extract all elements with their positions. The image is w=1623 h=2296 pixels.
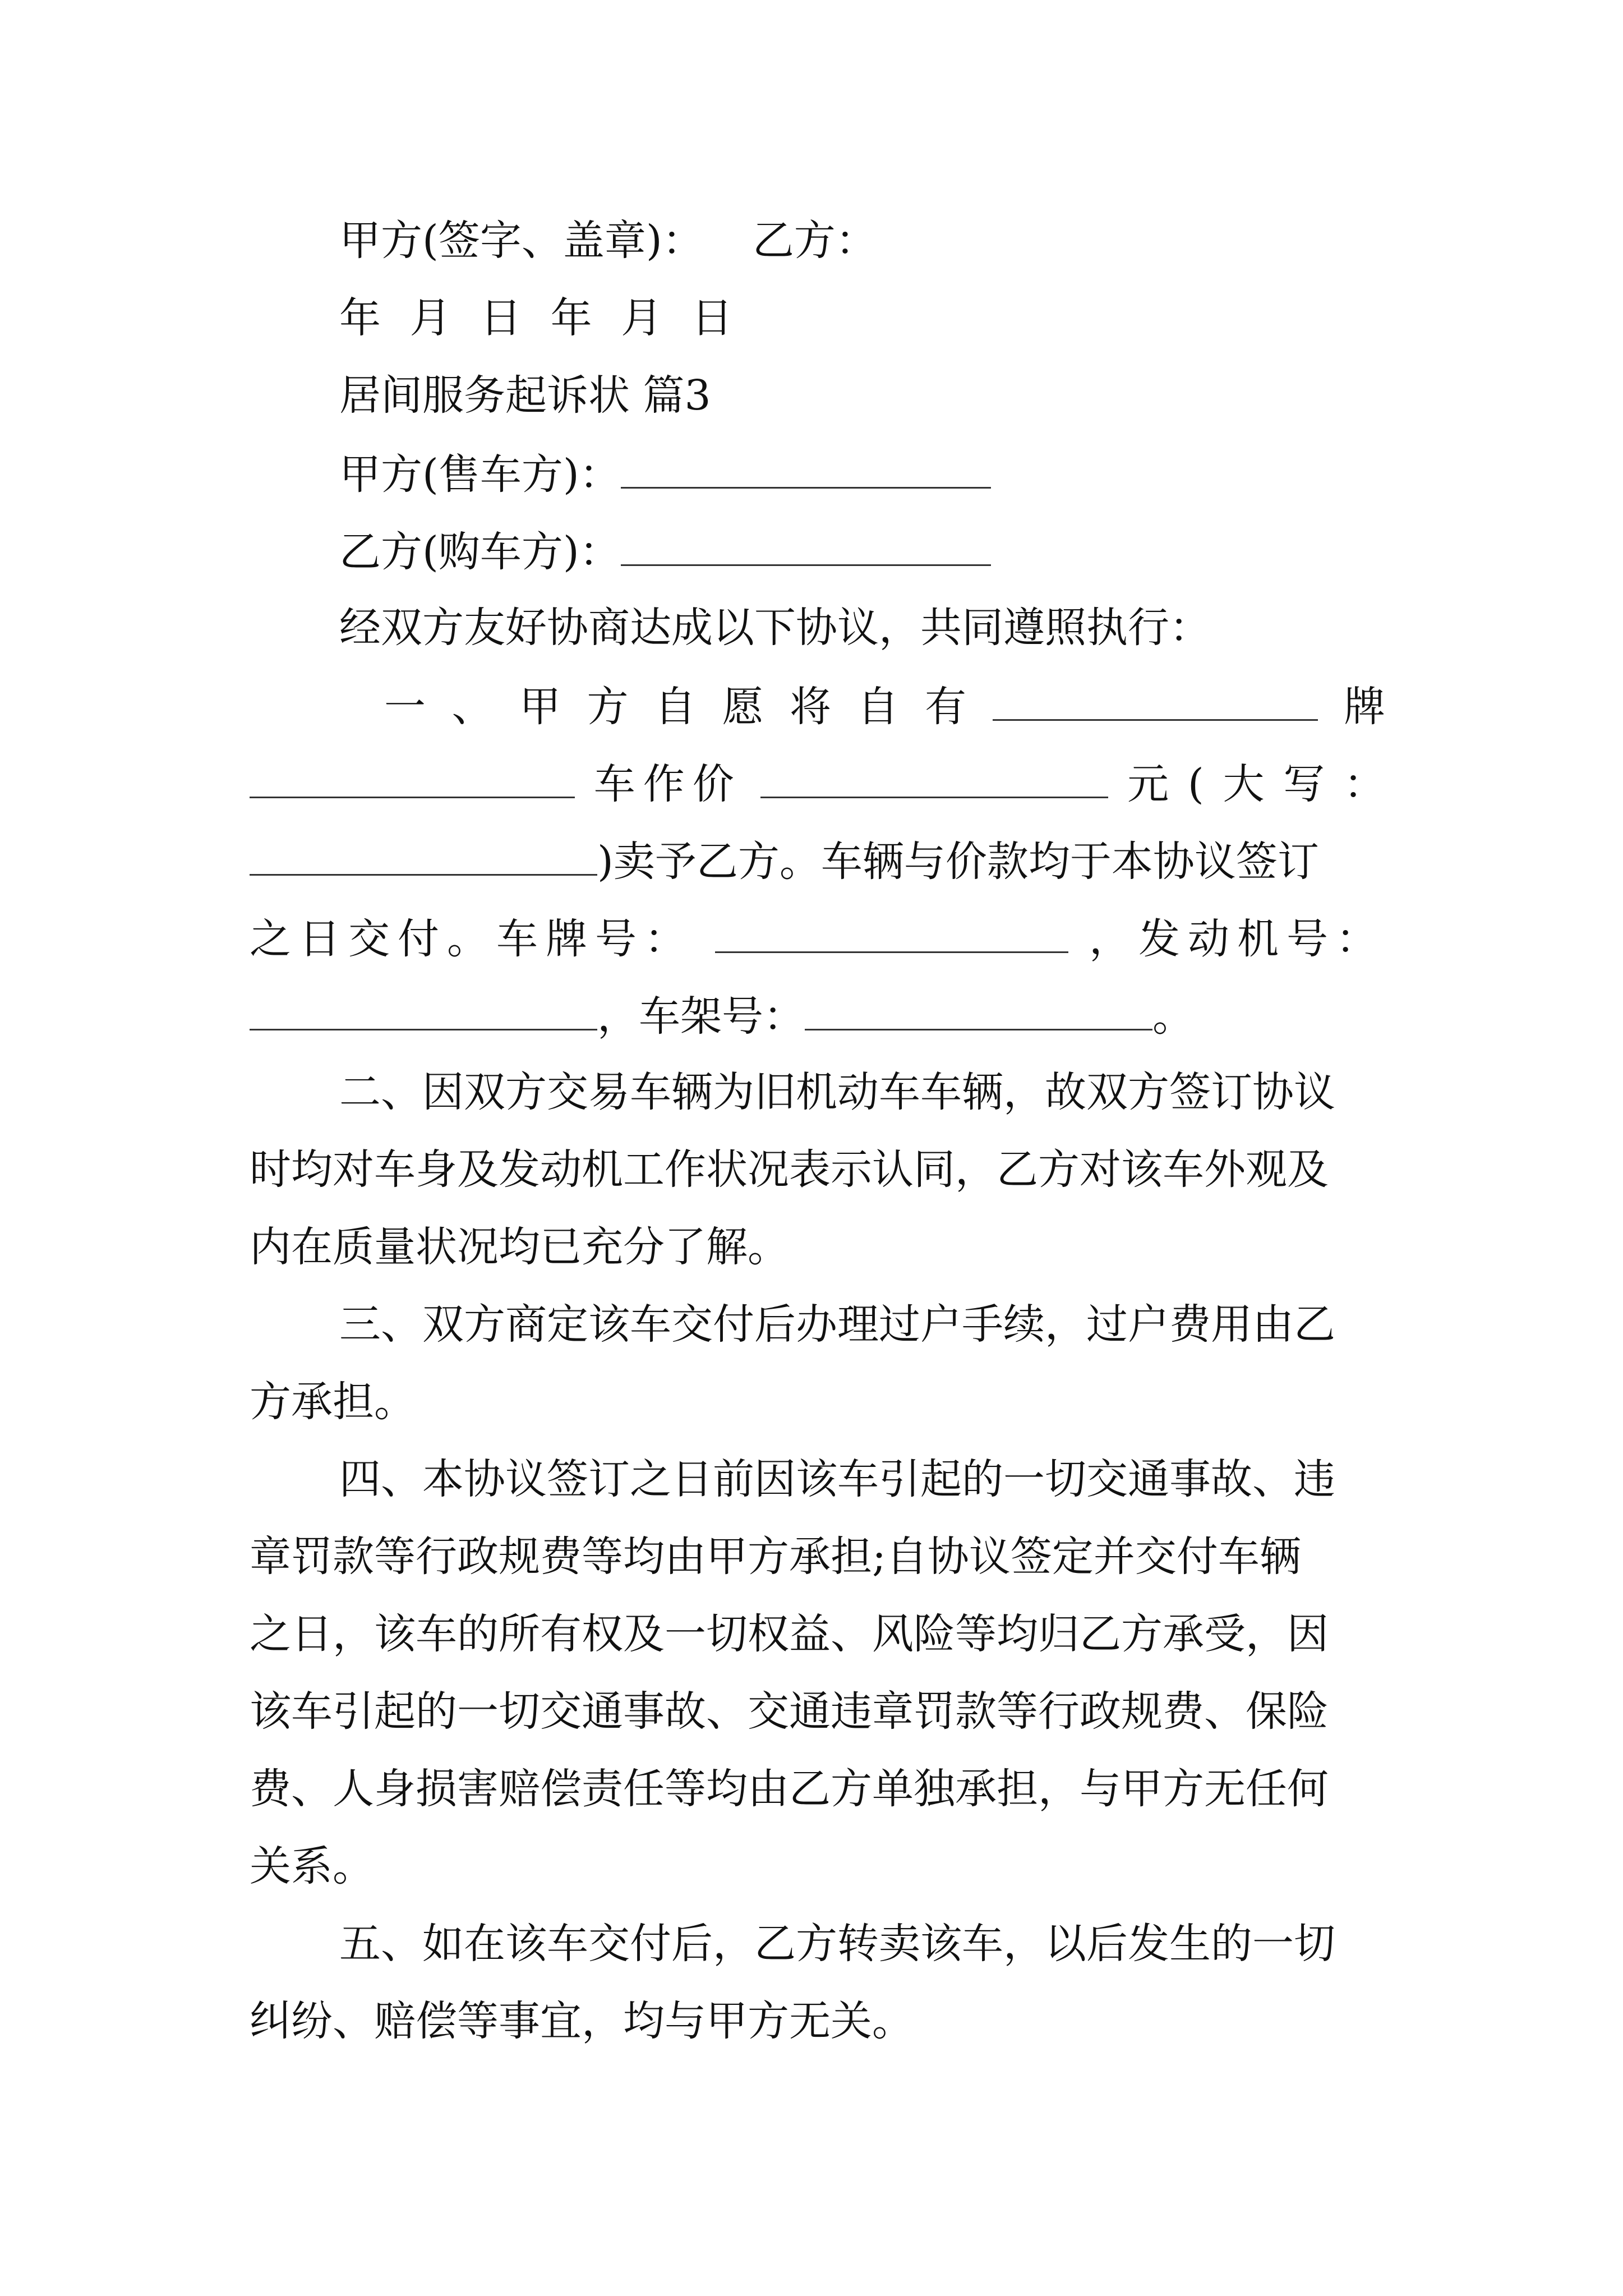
vin-blank — [805, 994, 1152, 1030]
clause4-line6: 关系。 — [250, 1842, 374, 1890]
brand-blank — [993, 684, 1318, 721]
buyer-label: 乙方(购车方)： — [339, 528, 621, 576]
clause1-char: 有 — [925, 683, 966, 731]
clause4-line3: 之日，该车的所有权及一切权益、风险等均归乙方承受，因 — [250, 1610, 1329, 1658]
clause1-char: ( — [1187, 760, 1204, 808]
price-label: 车作价 — [593, 760, 742, 808]
clause1-char: 元 — [1127, 760, 1169, 808]
buyer-blank — [621, 530, 991, 566]
clause3-line2: 方承担。 — [250, 1378, 416, 1426]
preamble: 经双方友好协商达成以下协议，共同遵照执行： — [339, 604, 1211, 652]
clause1-line5 — [250, 992, 1194, 1041]
clause4-line4: 该车引起的一切交通事故、交通违章罚款等行政规费、保险 — [250, 1687, 1329, 1736]
engine-label: ，发动机号： — [1089, 915, 1385, 963]
clause1-char: ： — [1343, 760, 1385, 808]
clause1-char: 方 — [587, 683, 629, 731]
plate-blank — [715, 917, 1068, 953]
clause1-char: 牌 — [1344, 683, 1385, 731]
party-a-signature-label: 甲方(签字、盖章)： — [339, 217, 704, 265]
clause1-line4 — [250, 915, 1385, 963]
clause2-line2: 时均对车身及发动机工作状况表示认同，乙方对该车外观及 — [250, 1145, 1329, 1194]
clause1-char: 写 — [1283, 760, 1325, 808]
clause4-line1: 四、本协议签订之日前因该车引起的一切交通事故、违 — [339, 1455, 1335, 1503]
seller-label: 甲方(售车方)： — [339, 450, 621, 499]
date-line: 年 月 日 年 月 日 — [339, 294, 741, 342]
clause3-line1: 三、双方商定该车交付后办理过户手续，过户费用由乙 — [339, 1300, 1335, 1349]
clause1-char: 大 — [1223, 760, 1265, 808]
clause1-char: 自 — [654, 683, 696, 731]
seller-blank — [621, 452, 991, 489]
clause1-char: 一 — [384, 683, 426, 731]
clause1-line3 — [250, 838, 1319, 886]
section-title: 居间服务起诉状 篇3 — [339, 371, 711, 420]
vin-label: ，车架号： — [597, 992, 805, 1041]
clause1-char: 愿 — [722, 683, 764, 731]
engine-number-blank — [250, 994, 597, 1030]
signature-line — [339, 217, 877, 265]
clause1-line2 — [250, 760, 1385, 808]
clause1-line1 — [250, 683, 1385, 731]
clause1-char: 甲 — [519, 683, 561, 731]
clause1-char: 自 — [857, 683, 899, 731]
clause5-line2: 纠纷、赔偿等事宜，均与甲方无关。 — [250, 1997, 914, 2045]
buyer-line — [339, 528, 991, 576]
plate-label: 之日交付。车牌号： — [250, 915, 694, 963]
clause1-text: )卖予乙方。车辆与价款均于本协议签订 — [597, 838, 1319, 886]
clause2-line1: 二、因双方交易车辆为旧机动车车辆，故双方签订协议 — [339, 1068, 1335, 1116]
model-blank — [250, 762, 575, 798]
clause1-end: 。 — [1152, 992, 1194, 1041]
clause5-line1: 五、如在该车交付后，乙方转卖该车，以后发生的一切 — [339, 1920, 1335, 1968]
party-b-signature-label: 乙方： — [752, 217, 877, 265]
clause1-char: 、 — [451, 683, 494, 731]
price-blank — [760, 762, 1108, 798]
clause1-char: 将 — [790, 683, 831, 731]
clause4-line2: 章罚款等行政规费等均由甲方承担;自协议签定并交付车辆 — [250, 1533, 1301, 1581]
seller-line — [339, 450, 991, 499]
clause4-line5: 费、人身损害赔偿责任等均由乙方单独承担，与甲方无任何 — [250, 1765, 1329, 1813]
amount-in-words-blank — [250, 839, 597, 876]
clause2-line3: 内在质量状况均已充分了解。 — [250, 1223, 789, 1271]
